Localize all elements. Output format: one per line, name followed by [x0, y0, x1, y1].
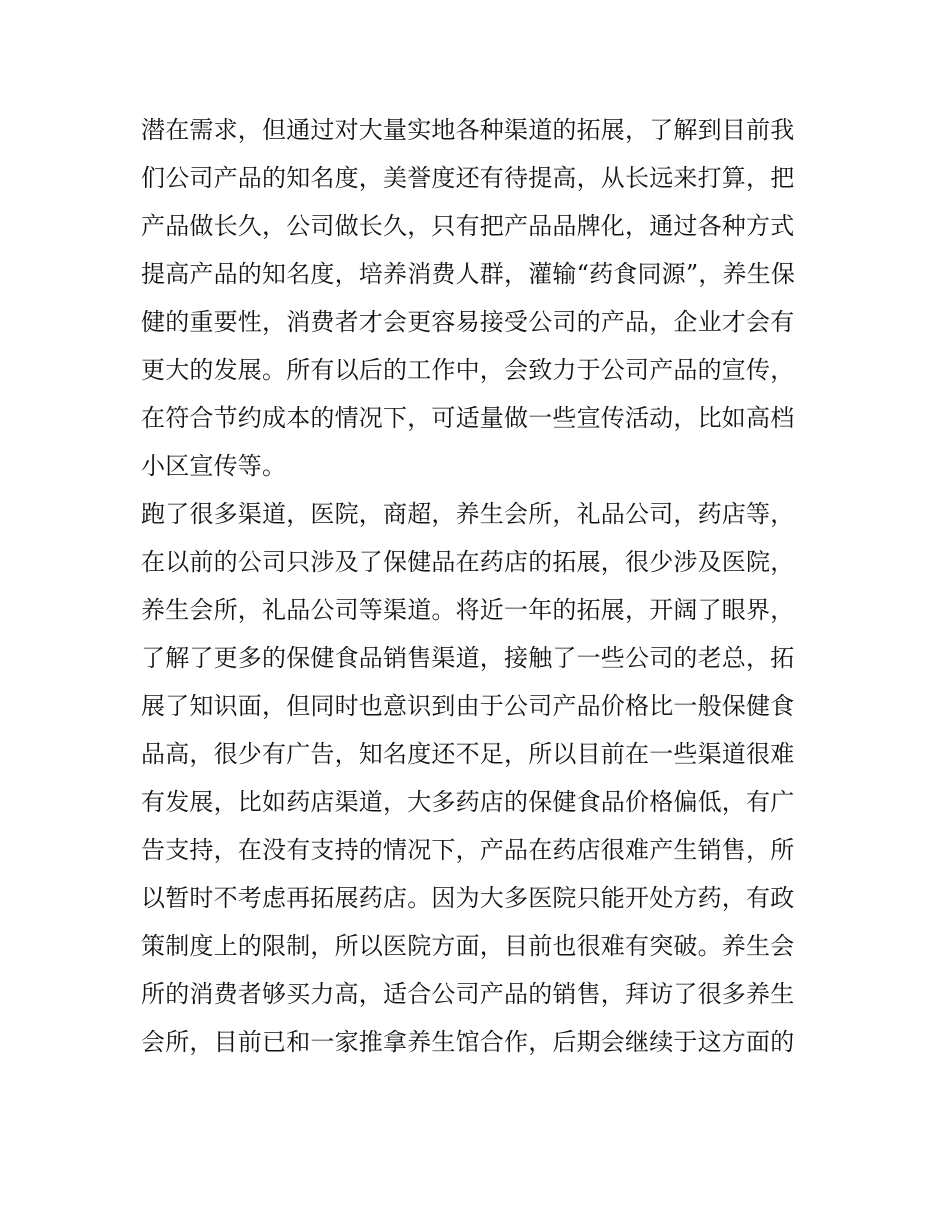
text-line: 产品做长久，公司做长久，只有把产品品牌化，通过各种方式 — [141, 212, 795, 240]
text-line: 们公司产品的知名度，美誉度还有待提高，从长远来打算，把 — [141, 164, 795, 192]
text-line: 了解了更多的保健食品销售渠道，接触了一些公司的老总，拓 — [141, 644, 795, 672]
text-line: 所的消费者够买力高，适合公司产品的销售，拜访了很多养生 — [141, 980, 795, 1008]
text-line: 告支持，在没有支持的情况下，产品在药店很难产生销售，所 — [141, 836, 795, 864]
text-line: 展了知识面，但同时也意识到由于公司产品价格比一般保健食 — [141, 692, 795, 720]
text-line: 在符合节约成本的情况下，可适量做一些宣传活动，比如高档 — [141, 404, 795, 432]
text-line: 品高，很少有广告，知名度还不足，所以目前在一些渠道很难 — [141, 740, 795, 768]
text-line: 以暂时不考虑再拓展药店。因为大多医院只能开处方药，有政 — [141, 884, 795, 912]
text-line: 健的重要性，消费者才会更容易接受公司的产品，企业才会有 — [141, 308, 795, 336]
text-line: 在以前的公司只涉及了保健品在药店的拓展，很少涉及医院， — [141, 548, 795, 576]
text-line: 会所，目前已和一家推拿养生馆合作，后期会继续于这方面的 — [141, 1028, 795, 1056]
text-line: 养生会所，礼品公司等渠道。将近一年的拓展，开阔了眼界， — [141, 596, 795, 624]
text-line: 更大的发展。所有以后的工作中，会致力于公司产品的宣传， — [141, 356, 795, 384]
text-line: 提高产品的知名度，培养消费人群，灌输“药食同源”，养生保 — [141, 260, 796, 288]
text-line: 跑了很多渠道，医院，商超，养生会所，礼品公司，药店等， — [141, 500, 795, 528]
body-text — [141, 106, 811, 1066]
text-line: 策制度上的限制，所以医院方面，目前也很难有突破。养生会 — [141, 932, 795, 960]
text-line: 小区宣传等。 — [141, 452, 287, 480]
text-line: 潜在需求，但通过对大量实地各种渠道的拓展，了解到目前我 — [141, 116, 795, 144]
text-line: 有发展，比如药店渠道，大多药店的保健食品价格偏低，有广 — [141, 788, 795, 816]
